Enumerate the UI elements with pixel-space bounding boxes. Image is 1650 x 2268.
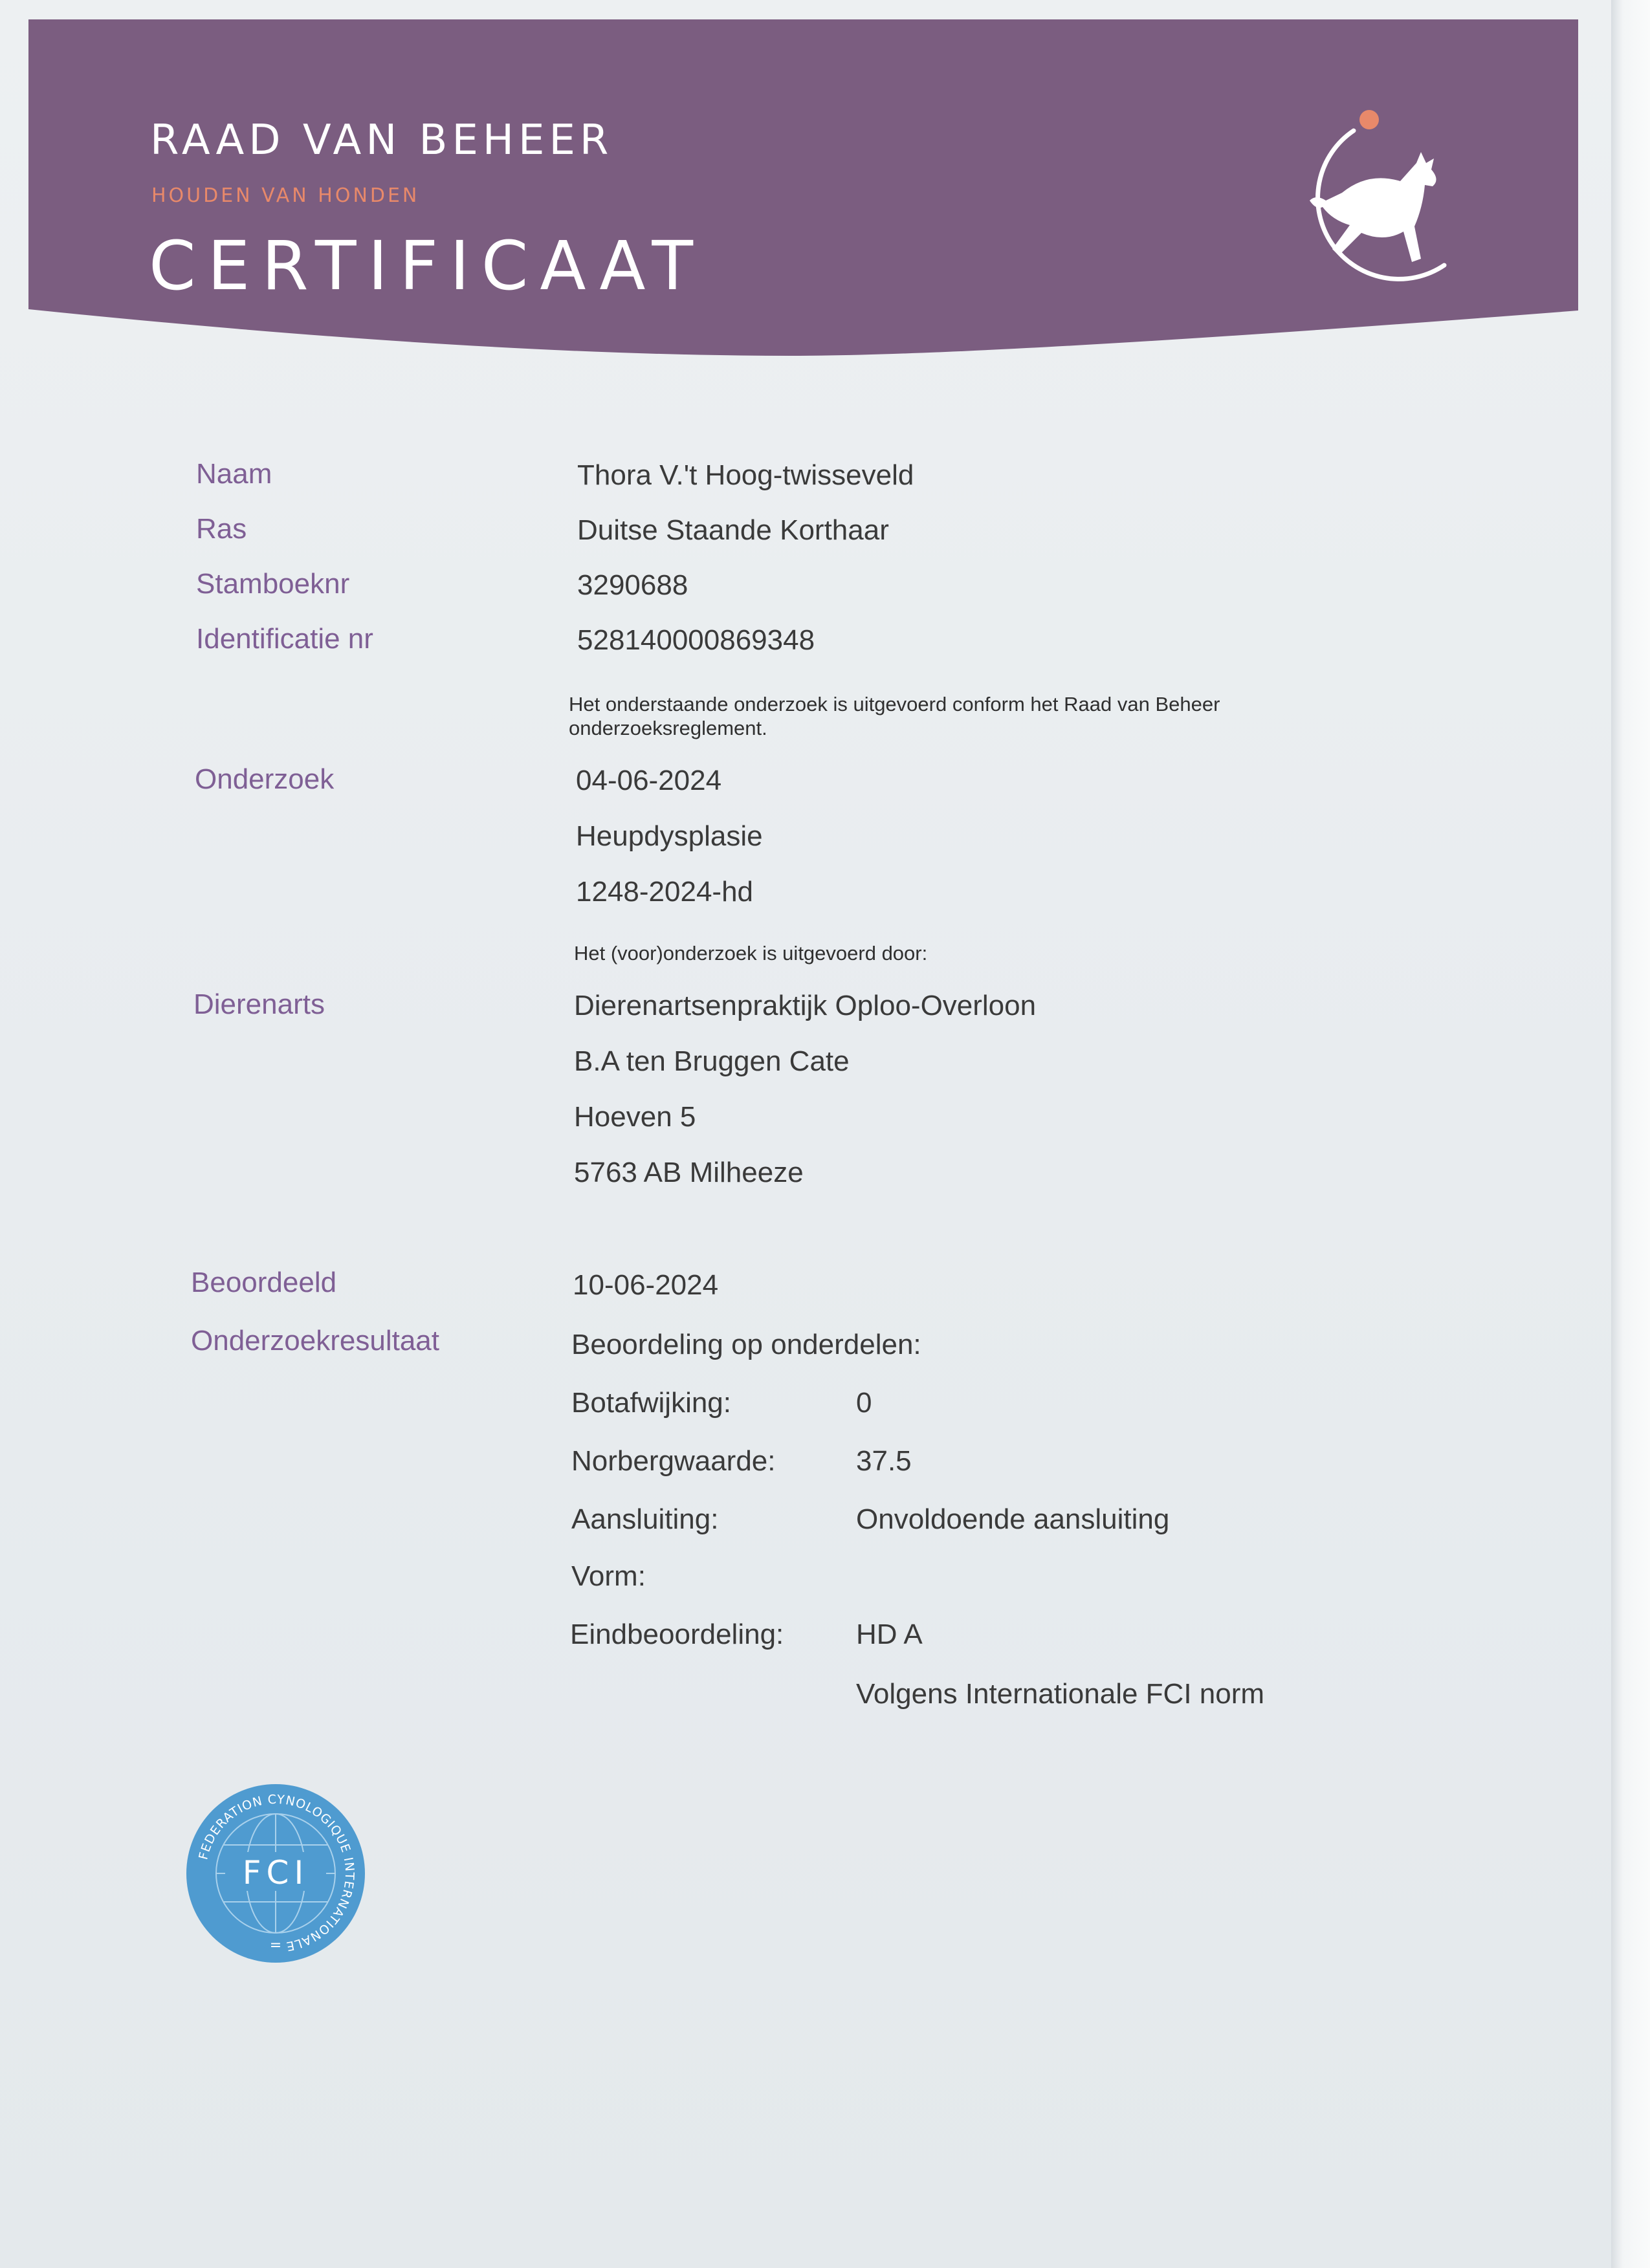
dog-breed: Duitse Staande Korthaar: [577, 514, 889, 546]
examination-label: Onderzoek: [195, 763, 335, 795]
examination-type: Heupdysplasie: [576, 820, 763, 852]
result-row-label: Botafwijking:: [571, 1387, 732, 1419]
organization-tagline: HOUDEN VAN HONDEN: [151, 184, 420, 207]
dog-name: Thora V.'t Hoog-twisseveld: [577, 459, 914, 491]
examination-regulation-note: Het onderstaande onderzoek is uitgevoerd conform het Raad van Beheer onderzoeksreglement.: [569, 693, 1220, 739]
assessment-date: 10-06-2024: [573, 1269, 719, 1301]
examination-date: 04-06-2024: [576, 765, 722, 796]
veterinarian-city: 5763 AB Milheeze: [574, 1157, 804, 1188]
document-title: CERTIFICAAT: [149, 226, 705, 305]
result-label: Onderzoekresultaat: [191, 1325, 439, 1357]
result-row-value: Onvoldoende aansluiting: [856, 1503, 1170, 1535]
fci-globe-seal-icon: [185, 1783, 366, 1964]
identification-label: Identificatie nr: [196, 623, 373, 655]
seal-mark: =: [269, 1937, 282, 1954]
name-label: Naam: [196, 458, 272, 490]
veterinarian-label: Dierenarts: [193, 988, 325, 1020]
veterinarian-street: Hoeven 5: [574, 1101, 696, 1133]
identification-number: 528140000869348: [577, 624, 815, 656]
result-row-label: Eindbeoordeling:: [570, 1619, 784, 1650]
veterinarian-name: B.A ten Bruggen Cate: [574, 1045, 850, 1077]
dog-jumping-logo-icon: [1271, 104, 1465, 317]
examination-reference: 1248-2024-hd: [576, 876, 754, 908]
assessment-label: Beoordeeld: [191, 1267, 337, 1298]
performed-by-note: Het (voor)onderzoek is uitgevoerd door:: [574, 942, 928, 965]
fci-norm-note: Volgens Internationale FCI norm: [856, 1678, 1265, 1710]
organization-name: RAAD VAN BEHEER: [150, 116, 613, 164]
paper-edge: [1611, 0, 1650, 2268]
breed-label: Ras: [196, 513, 247, 545]
result-row-value: HD A: [856, 1619, 923, 1650]
result-row-label: Vorm:: [571, 1560, 646, 1592]
result-heading: Beoordeling op onderdelen:: [571, 1329, 921, 1360]
result-row-value: 0: [856, 1387, 872, 1419]
studbook-number: 3290688: [577, 569, 688, 601]
studbook-label: Stamboeknr: [196, 568, 350, 600]
result-row-label: Norbergwaarde:: [571, 1445, 776, 1477]
result-row-value: 37.5: [856, 1445, 912, 1477]
result-row-label: Aansluiting:: [571, 1503, 719, 1535]
seal-ring-text-path: FEDERATION CYNOLOGIQUE INTERNATIONALE: [196, 1792, 357, 1954]
header-banner: [28, 19, 1578, 356]
veterinarian-practice: Dierenartsenpraktijk Oploo-Overloon: [574, 990, 1037, 1021]
seal-fci-text: FCI: [242, 1854, 309, 1892]
